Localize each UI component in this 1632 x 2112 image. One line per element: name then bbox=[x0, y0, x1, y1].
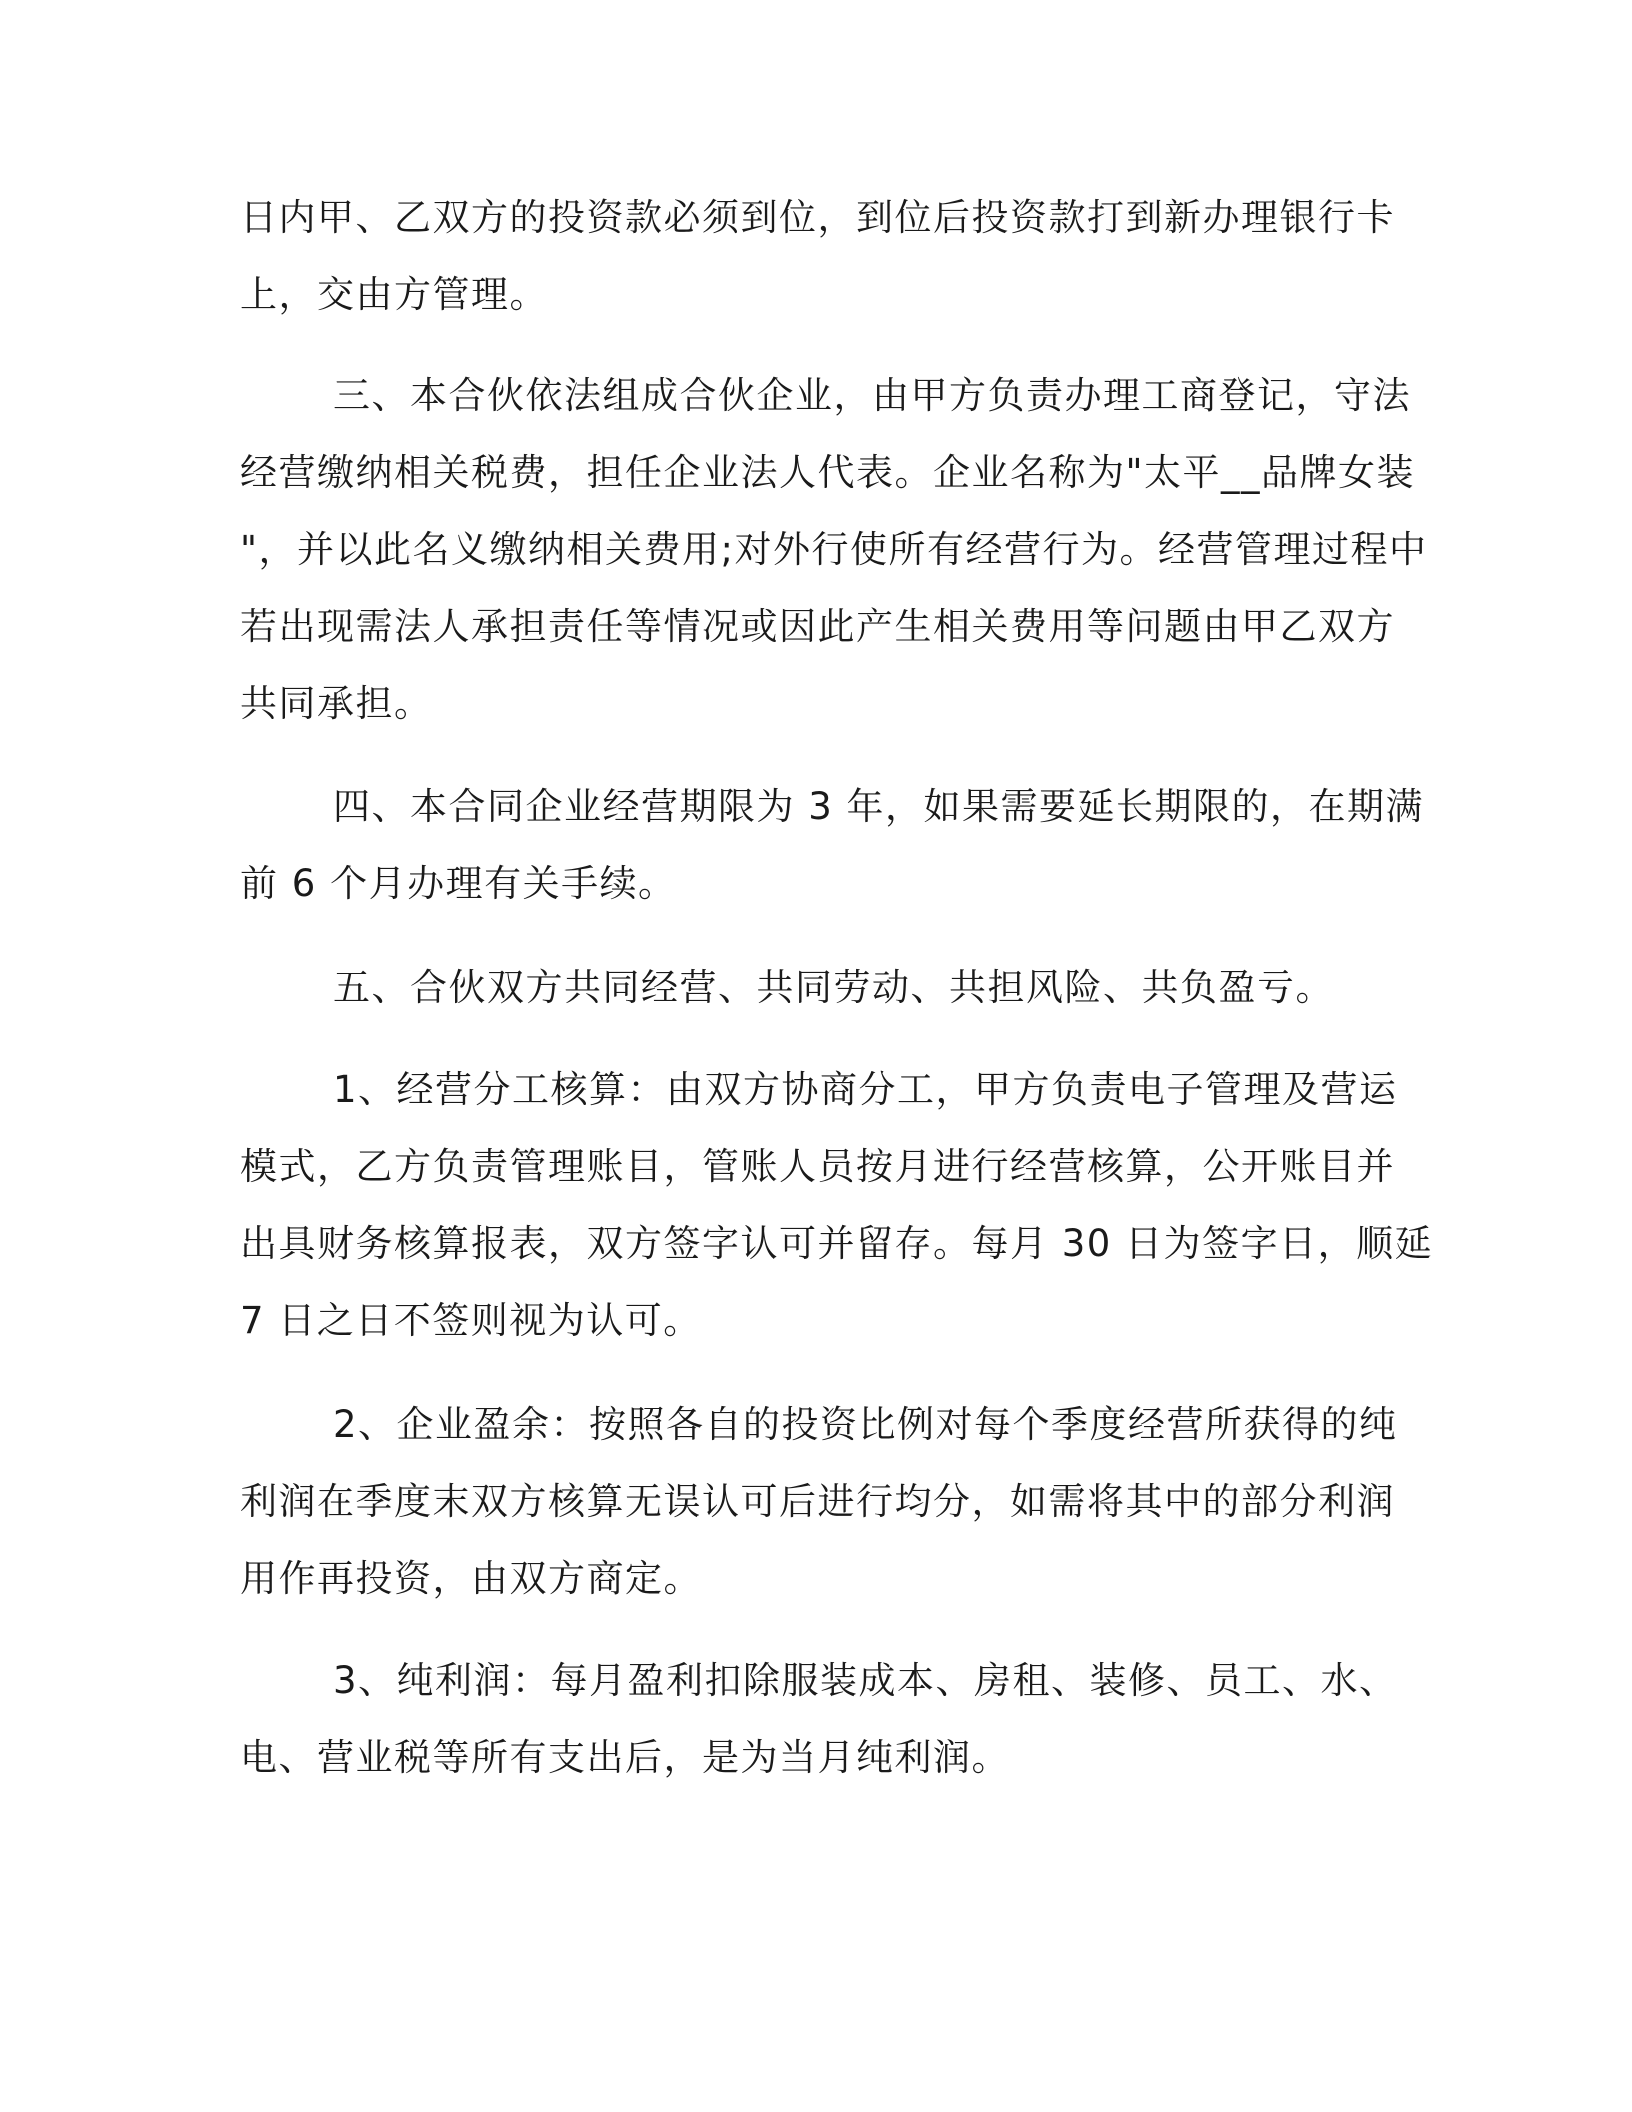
text-line: 若出现需法人承担责任等情况或因此产生相关费用等问题由甲乙双方 bbox=[240, 605, 1395, 648]
text-line: 前 6 个月办理有关手续。 bbox=[240, 862, 677, 905]
text-line: "，并以此名义缴纳相关费用;对外行使所有经营行为。经营管理过程中 bbox=[240, 528, 1428, 571]
text-line: 模式，乙方负责管理账目，管账人员按月进行经营核算，公开账目并 bbox=[240, 1145, 1395, 1188]
text-line: 共同承担。 bbox=[240, 682, 433, 725]
text-line: 出具财务核算报表，双方签字认可并留存。每月 30 日为签字日，顺延 bbox=[240, 1222, 1434, 1265]
text-line: 四、本合同企业经营期限为 3 年，如果需要延长期限的，在期满 bbox=[333, 785, 1425, 828]
text-line: 经营缴纳相关税费，担任企业法人代表。企业名称为"太平__品牌女装 bbox=[240, 451, 1416, 494]
text-line: 日内甲、乙双方的投资款必须到位，到位后投资款打到新办理银行卡 bbox=[240, 196, 1395, 239]
text-line: 7 日之日不签则视为认可。 bbox=[240, 1299, 702, 1342]
text-line: 3、纯利润：每月盈利扣除服装成本、房租、装修、员工、水、 bbox=[333, 1659, 1398, 1702]
text-line: 电、营业税等所有支出后，是为当月纯利润。 bbox=[240, 1736, 1010, 1779]
text-line: 用作再投资，由双方商定。 bbox=[240, 1557, 702, 1600]
text-line: 三、本合伙依法组成合伙企业，由甲方负责办理工商登记，守法 bbox=[333, 374, 1411, 417]
text-line: 1、经营分工核算：由双方协商分工，甲方负责电子管理及营运 bbox=[333, 1068, 1398, 1111]
text-line: 2、企业盈余：按照各自的投资比例对每个季度经营所获得的纯 bbox=[333, 1403, 1398, 1446]
text-line: 五、合伙双方共同经营、共同劳动、共担风险、共负盈亏。 bbox=[333, 966, 1334, 1009]
text-line: 上，交由方管理。 bbox=[240, 273, 548, 316]
text-line: 利润在季度末双方核算无误认可后进行均分，如需将其中的部分利润 bbox=[240, 1480, 1395, 1523]
